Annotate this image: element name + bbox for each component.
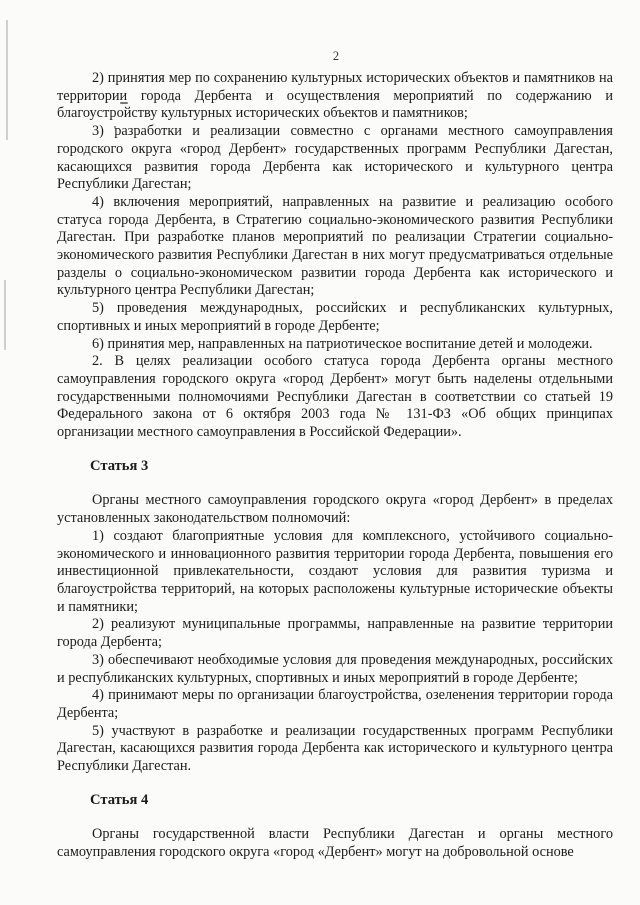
document-body <box>57 70 613 862</box>
paragraph: 5) участвуют в разработке и реализации государственных программ Республики Дагестан, касающихся развития города Дербента как исторического и культурного центра Республики Дагестан. <box>57 722 613 775</box>
paragraph: 2) принятия мер по сохранению культурных исторических объектов и памятников на территории города Дербента и осуществления мероприятий по содержанию и благоустройству культурных исторических объектов и памятников; <box>57 70 613 122</box>
paragraph: 2. В целях реализации особого статуса города Дербента органы местного самоуправления городского округа «город Дербент» могут быть наделены отдельными государственными полномочиями Республики Дагестан в соответствии со статьей 19 Федерального закона от 6 октября 2003 года № 131-ФЗ «Об общих принципах организации местного самоуправления в Российской Федерации». <box>57 353 613 441</box>
scan-edge-mark <box>4 280 6 350</box>
paragraph: 1) создают благоприятные условия для комплексного, устойчивого социально-экономического и инновационного развития территории города Дербента, повышения его инвестиционной привлекательности, создают условия для развития туризма и благоустройства территорий, на которых расположены культурные исторические объекты и памятники; <box>57 527 613 615</box>
scan-edge-mark <box>6 20 8 140</box>
paragraph: Органы местного самоуправления городского округа «город Дербент» в пределах установленных законодательством полномочий: <box>57 492 613 527</box>
paragraph: 3) обеспечивают необходимые условия для проведения международных, российских и республиканских культурных, спортивных и иных мероприятий в городе Дербенте; <box>57 651 613 686</box>
article-4-heading: Статья 4 <box>90 791 149 808</box>
paragraph: 6) принятия мер, направленных на патриотическое воспитание детей и молодежи. <box>92 335 593 352</box>
paragraph: 3) разработки и реализации совместно с органами местного самоуправления городского округа «город Дербент» государственных программ Республики Дагестан, касающихся развития города Дербента как исторического и культурного центра Республики Дагестан; <box>57 123 613 193</box>
paragraph: 4) включения мероприятий, направленных на развитие и реализацию особого статуса города Дербента, в Стратегию социально-экономического развития Республики Дагестан. При разработке планов мероприятий по реализации Стратегии социально-экономического развития Республики Дагестан в них могут предусматриваться отдельные разделы о социально-экономическом развитии города Дербента как исторического и культурного центра Республики Дагестан; <box>57 193 613 299</box>
page-number: 2 <box>332 49 340 63</box>
paragraph: 4) принимают меры по организации благоустройства, озеленения территории города Дербента; <box>57 687 613 721</box>
paragraph: 5) проведения международных, российских и республиканских культурных, спортивных и иных мероприятий в городе Дербенте; <box>57 300 613 334</box>
paragraph: Органы государственной власти Республики Дагестан и органы местного самоуправления городского округа «город «Дербент» могут на добровольной основе <box>57 826 613 861</box>
paragraph: 2) реализуют муниципальные программы, направленные на развитие территории города Дербента; <box>57 616 613 651</box>
article-3-heading: Статья 3 <box>90 457 149 474</box>
